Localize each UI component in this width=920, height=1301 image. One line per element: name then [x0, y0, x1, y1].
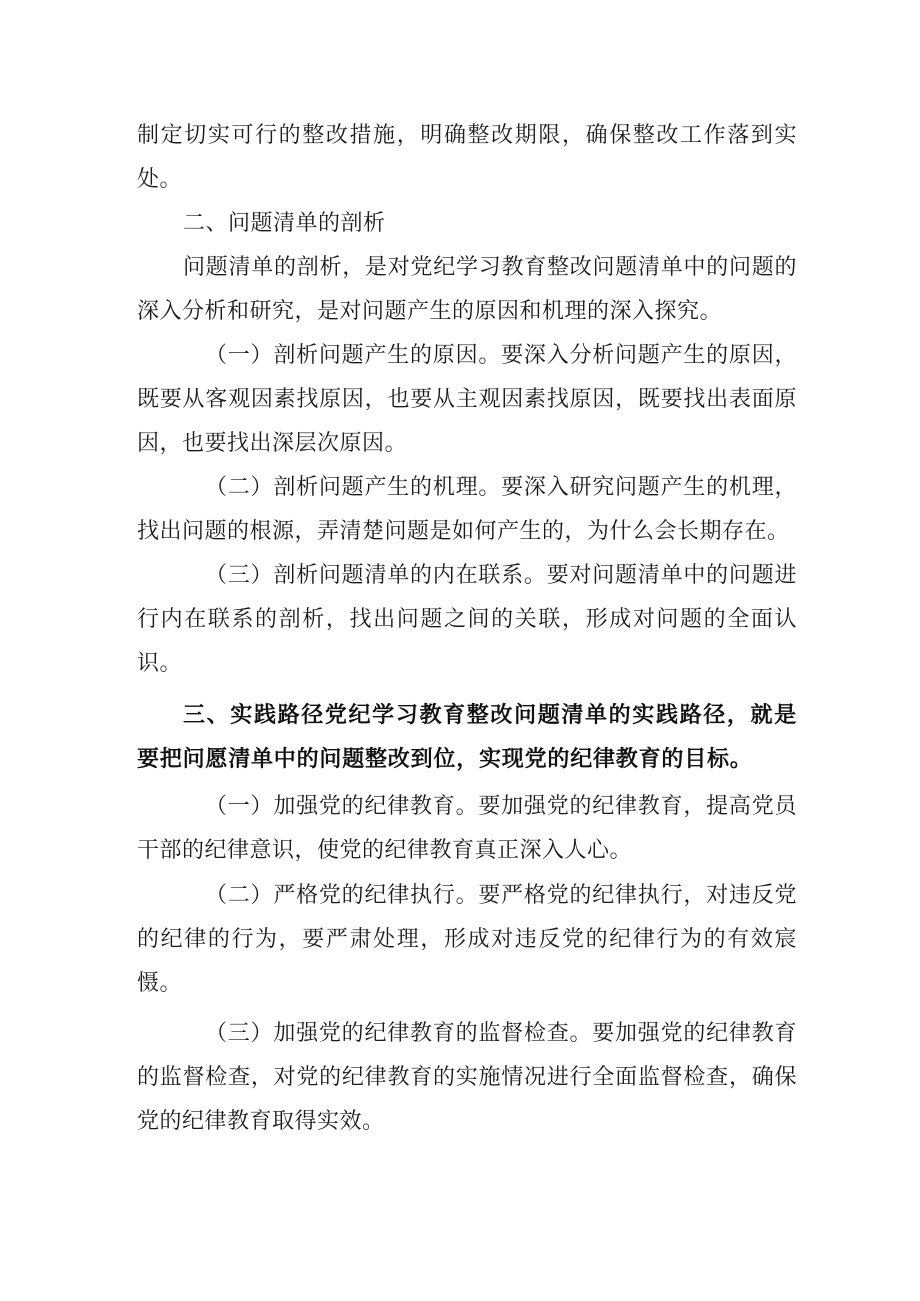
paragraph-discipline-education: （一）加强党的纪律教育。要加强党的纪律教育，提高党员干部的纪律意识，使党的纪律教育真正深入人心。 [137, 794, 797, 863]
paragraph-analysis-connections: （三）剖析问题清单的内在联系。要对问题清单中的问题进行内在联系的剖析，找出问题之间的关联，形成对问题的全面认识。 [137, 563, 797, 676]
paragraph-discipline-enforcement: （二）严格党的纪律执行。要严格党的纪律执行，对违反党的纪律的行为，要严肃处理，形成对违反党的纪律行为的有效宸慑。 [137, 883, 797, 996]
paragraph-analysis-causes: （一）剖析问题产生的原因。要深入分析问题产生的原因，既要从客观因素找原因，也要从主观因素找原因，既要找出表面原因，也要找出深层次原因。 [137, 343, 797, 456]
paragraph-discipline-supervision: （三）加强党的纪律教育的监督检查。要加强党的纪律教育的监督检查，对党的纪律教育的实施情况进行全面监督检查，确保党的纪律教育取得实效。 [137, 1021, 797, 1134]
paragraph-analysis-mechanism: （二）剖析问题产生的机理。要深入研究问题产生的机理，找出问题的根源，弄清楚问题是如何产生的，为什么会长期存在。 [137, 475, 797, 544]
paragraph-continuation: 制定切实可行的整改措施，明确整改期限，确保整改工作落到实处。 [137, 123, 797, 192]
paragraph-analysis-intro: 问题清单的剖析，是对党纪学习教育整改问题清单中的问题的深入分析和研究，是对问题产生的原因和机理的深入探究。 [137, 255, 797, 324]
section-heading-3: 三、实践路径党纪学习教育整改问题清单的实践路径，就是要把问愿清单中的问题整改到位，实现党的纪律教育的目标。 [137, 703, 797, 772]
section-heading-2: 二、问题清单的剖析 [183, 211, 386, 236]
